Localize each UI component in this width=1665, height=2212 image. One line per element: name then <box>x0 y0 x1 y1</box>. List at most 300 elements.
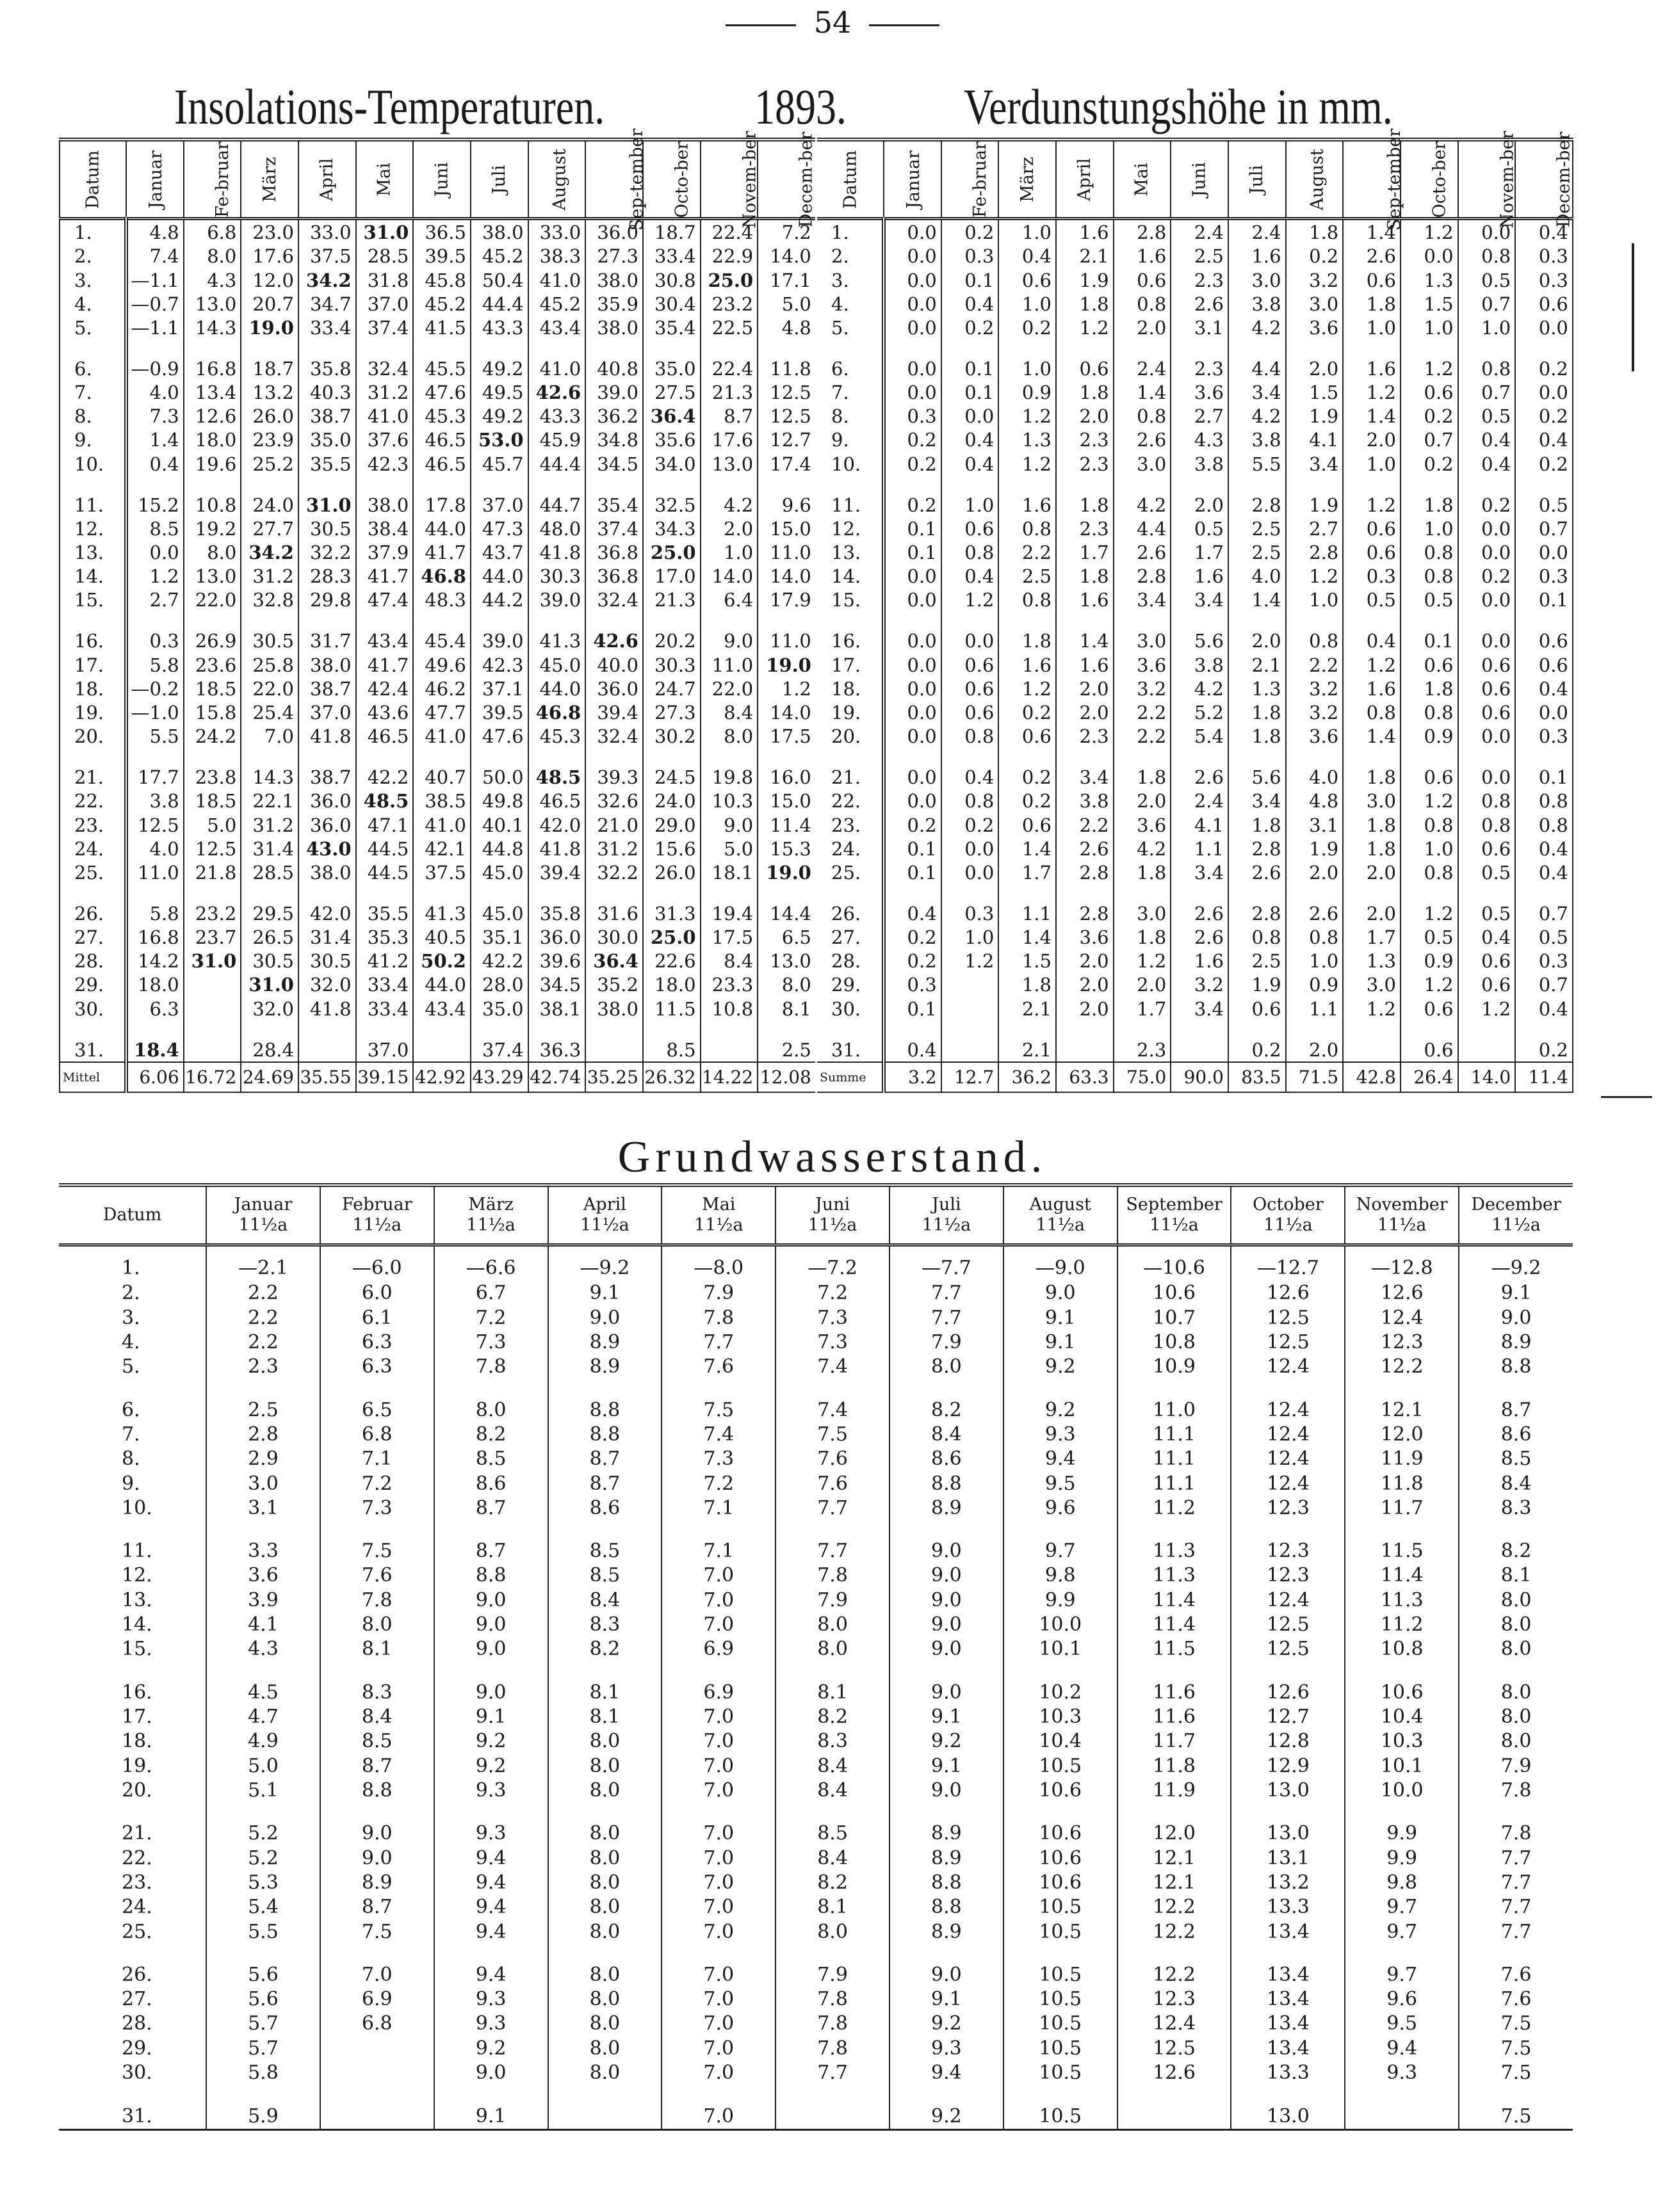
value-cell: 7.0 <box>662 1846 776 1870</box>
value-cell: 0.8 <box>1458 357 1516 380</box>
value-cell: 48.0 <box>528 517 586 540</box>
gap-cell <box>126 339 184 357</box>
value-cell: 6.5 <box>320 1398 434 1422</box>
value-cell: 0.5 <box>1515 493 1573 517</box>
value-cell: 4.1 <box>1171 813 1228 837</box>
value-cell: 32.5 <box>643 493 701 517</box>
value-cell: 7.0 <box>662 1613 776 1637</box>
value-cell: 34.5 <box>528 973 586 997</box>
gap-cell <box>1515 1021 1573 1038</box>
evaporation-row <box>817 860 1573 884</box>
value-cell: 41.0 <box>528 268 586 292</box>
value-cell: 9.1 <box>1003 1330 1117 1355</box>
value-cell: 2.2 <box>206 1330 320 1355</box>
value-cell: 1.2 <box>1343 997 1401 1021</box>
value-cell: 1.2 <box>1343 653 1401 677</box>
value-cell: 8.9 <box>889 1821 1003 1846</box>
value-cell: 2.3 <box>1171 268 1228 292</box>
value-cell <box>413 1038 471 1062</box>
value-cell: 12.5 <box>758 380 815 404</box>
date-cell: 29. <box>122 2037 152 2060</box>
value-cell: 39.0 <box>471 629 528 653</box>
value-cell: 1.0 <box>941 493 999 517</box>
value-cell: 0.2 <box>884 493 941 517</box>
gap-cell <box>320 1380 434 1398</box>
insolation-row <box>60 316 815 339</box>
value-cell: 9.1 <box>889 1705 1003 1729</box>
value-cell: 8.0 <box>548 1821 662 1846</box>
value-cell: 1.2 <box>1401 219 1458 245</box>
value-cell: 8.0 <box>548 2037 662 2061</box>
gap-cell <box>548 1662 662 1681</box>
value-cell: 24.7 <box>643 677 701 700</box>
value-cell: 7.3 <box>776 1305 889 1330</box>
value-cell: 0.0 <box>1515 540 1573 564</box>
value-cell: 13.2 <box>1231 1871 1345 1895</box>
value-cell: 44.0 <box>413 517 471 540</box>
value-cell: 1.8 <box>1343 837 1401 860</box>
gap-cell <box>998 748 1056 766</box>
value-cell: 5.6 <box>206 1987 320 2012</box>
value-cell: 4.3 <box>1171 428 1228 452</box>
value-cell: 9.2 <box>889 2012 1003 2036</box>
month-label: Juli <box>932 1195 961 1215</box>
groundwater-row <box>59 1281 1573 1305</box>
evaporation-row <box>817 268 1573 292</box>
value-cell: 36.0 <box>585 219 643 245</box>
insolation-header-cell <box>471 140 528 219</box>
gap-cell <box>1286 612 1344 629</box>
gap-cell <box>662 1803 776 1821</box>
value-cell: 8.5 <box>548 1563 662 1588</box>
groundwater-row <box>59 1987 1573 2012</box>
value-cell: 1.2 <box>941 949 999 973</box>
gap-cell <box>548 1380 662 1398</box>
value-cell: 8.1 <box>776 1680 889 1704</box>
value-cell: 0.0 <box>884 245 941 268</box>
value-cell: 1.9 <box>1286 837 1344 860</box>
gap-cell <box>1056 884 1114 901</box>
value-cell: 0.4 <box>1515 219 1573 245</box>
value-cell: 4.0 <box>126 380 184 404</box>
value-cell: 0.5 <box>1458 405 1516 428</box>
groundwater-row <box>59 1423 1573 1447</box>
gap-cell <box>662 1944 776 1963</box>
evaporation-row <box>817 789 1573 813</box>
groundwater-row <box>59 1821 1573 1846</box>
groundwater-row <box>59 1754 1573 1778</box>
gap-cell <box>206 1521 320 1539</box>
value-cell: 9.0 <box>434 1637 548 1661</box>
value-cell: 2.0 <box>1056 997 1114 1021</box>
value-cell: 8.6 <box>1459 1423 1573 1447</box>
value-cell: 3.6 <box>206 1563 320 1588</box>
gap-cell <box>1458 612 1516 629</box>
insolation-row <box>60 540 815 564</box>
value-cell: 13.2 <box>241 380 298 404</box>
value-cell: 9.7 <box>1345 1895 1459 1919</box>
date-cell: 17. <box>122 1705 152 1728</box>
value-cell: 15.0 <box>758 789 815 813</box>
groundwater-row <box>59 1330 1573 1355</box>
gap-cell <box>1003 1662 1117 1681</box>
value-cell: 8.4 <box>701 700 758 724</box>
value-cell: 39.0 <box>585 380 643 404</box>
insolation-row <box>60 860 815 884</box>
value-cell <box>184 973 241 997</box>
value-cell: 1.2 <box>998 677 1056 700</box>
value-cell: 7.8 <box>434 1355 548 1379</box>
value-cell: 0.5 <box>1458 901 1516 925</box>
value-cell: 9.9 <box>1003 1588 1117 1613</box>
value-cell: 41.7 <box>356 565 414 588</box>
gap-cell <box>413 612 471 629</box>
value-cell: 43.0 <box>298 837 356 860</box>
value-cell: 10.1 <box>1003 1637 1117 1661</box>
value-cell: 27.3 <box>585 245 643 268</box>
value-cell: 12.4 <box>1231 1447 1345 1471</box>
value-cell: 2.8 <box>1114 219 1171 245</box>
value-cell: 8.9 <box>320 1871 434 1895</box>
value-cell: 5.8 <box>126 901 184 925</box>
value-cell: 39.3 <box>585 766 643 789</box>
date-cell: 13. <box>831 542 861 564</box>
value-cell: 18.7 <box>643 219 701 245</box>
evaporation-header-label: August <box>1307 148 1328 211</box>
date-cell: 7. <box>831 382 849 404</box>
value-cell: 0.3 <box>1343 565 1401 588</box>
value-cell: 9.0 <box>1459 1305 1573 1330</box>
value-cell: 2.1 <box>998 997 1056 1021</box>
value-cell: 35.9 <box>585 292 643 316</box>
value-cell: 45.0 <box>471 901 528 925</box>
value-cell: 0.3 <box>941 901 999 925</box>
date-cell: 13. <box>122 1588 152 1611</box>
value-cell <box>184 997 241 1021</box>
date-cell: 15. <box>122 1638 152 1661</box>
value-cell: 0.8 <box>1286 925 1344 949</box>
unit-label: 11½a <box>580 1215 629 1235</box>
date-cell: 9. <box>74 429 92 451</box>
value-cell: 5.7 <box>206 2012 320 2036</box>
value-cell: 8.0 <box>1459 1613 1573 1637</box>
gap-cell <box>320 1662 434 1681</box>
value-cell: 9.4 <box>434 1963 548 1987</box>
value-cell: —10.6 <box>1117 1245 1231 1282</box>
dash-left <box>726 24 796 26</box>
gap-cell <box>817 748 884 766</box>
value-cell: 1.7 <box>1056 540 1114 564</box>
value-cell: 7.7 <box>776 1496 889 1521</box>
value-cell: —2.1 <box>206 1245 320 1282</box>
date-cell: 16. <box>74 630 104 652</box>
value-cell: 8.6 <box>889 1447 1003 1471</box>
summary-value: 42.8 <box>1343 1062 1401 1092</box>
gap-cell <box>817 1021 884 1038</box>
value-cell: 42.3 <box>471 653 528 677</box>
value-cell: 23.2 <box>184 901 241 925</box>
gap-cell <box>662 2085 776 2104</box>
value-cell: 38.7 <box>298 405 356 428</box>
date-cell: 5. <box>831 316 849 339</box>
value-cell: —9.2 <box>548 1245 662 1282</box>
value-cell: 9.4 <box>889 2061 1003 2085</box>
value-cell: 8.8 <box>889 1895 1003 1919</box>
gap-cell <box>884 1021 941 1038</box>
value-cell: 28.4 <box>241 1038 298 1062</box>
gap-cell <box>528 884 586 901</box>
value-cell: 31.4 <box>241 837 298 860</box>
gap-cell <box>1458 476 1516 493</box>
date-cell: 18. <box>122 1730 152 1753</box>
value-cell: 7.4 <box>126 245 184 268</box>
evaporation-row <box>817 629 1573 653</box>
date-cell: 28. <box>122 2012 152 2035</box>
gap-cell <box>998 612 1056 629</box>
value-cell: 11.4 <box>758 813 815 837</box>
value-cell: 4.2 <box>1114 493 1171 517</box>
groundwater-row <box>59 1919 1573 1944</box>
groundwater-row <box>59 1588 1573 1613</box>
insolation-row <box>60 997 815 1021</box>
value-cell: 10.0 <box>1345 1779 1459 1803</box>
gap-cell <box>1114 748 1171 766</box>
value-cell: 0.0 <box>884 766 941 789</box>
date-cell: 23. <box>74 814 104 836</box>
value-cell: 4.0 <box>126 837 184 860</box>
value-cell: 0.4 <box>1515 837 1573 860</box>
row-gap <box>817 884 1573 901</box>
value-cell: 9.6 <box>758 493 815 517</box>
value-cell: 2.0 <box>1171 493 1228 517</box>
value-cell: 13.0 <box>758 949 815 973</box>
value-cell: 1.2 <box>1343 380 1401 404</box>
value-cell: 8.0 <box>1459 1588 1573 1613</box>
value-cell: 0.1 <box>1515 766 1573 789</box>
evaporation-header-label: Januar <box>903 150 923 209</box>
value-cell: 12.2 <box>1117 1895 1231 1919</box>
gap-cell <box>434 1944 548 1963</box>
value-cell: 9.3 <box>1003 1423 1117 1447</box>
value-cell: 2.5 <box>998 565 1056 588</box>
date-cell: 21. <box>122 1822 152 1845</box>
gap-cell <box>1515 476 1573 493</box>
groundwater-header-cell <box>1231 1185 1345 1245</box>
groundwater-row <box>59 1563 1573 1588</box>
value-cell: 0.4 <box>998 245 1056 268</box>
evaporation-row <box>817 428 1573 452</box>
value-cell: 3.1 <box>1171 316 1228 339</box>
insolation-header <box>60 128 816 230</box>
evaporation-header-cell <box>1286 140 1344 219</box>
gap-cell <box>298 339 356 357</box>
summary-value: 43.29 <box>471 1062 528 1092</box>
gap-cell <box>471 748 528 766</box>
gap-cell <box>941 476 999 493</box>
value-cell: 10.5 <box>1003 2104 1117 2129</box>
value-cell: 21.3 <box>643 588 701 612</box>
value-cell: 0.4 <box>941 766 999 789</box>
gap-cell <box>941 339 999 357</box>
value-cell: 5.3 <box>206 1871 320 1895</box>
value-cell: 12.5 <box>184 837 241 860</box>
value-cell: 10.3 <box>1003 1705 1117 1729</box>
value-cell: 8.6 <box>434 1471 548 1496</box>
value-cell: 18.0 <box>184 428 241 452</box>
value-cell: 3.3 <box>206 1539 320 1563</box>
month-label: Februar <box>341 1195 412 1215</box>
value-cell: 2.6 <box>1171 292 1228 316</box>
gap-cell <box>1114 339 1171 357</box>
value-cell: 9.3 <box>434 1779 548 1803</box>
value-cell: 37.9 <box>356 540 414 564</box>
value-cell: 1.2 <box>1401 973 1458 997</box>
value-cell: 0.4 <box>1515 677 1573 700</box>
value-cell: 12.7 <box>758 428 815 452</box>
value-cell: 9.7 <box>1003 1539 1117 1563</box>
value-cell: 7.0 <box>662 1588 776 1613</box>
gap-cell <box>59 1380 206 1398</box>
value-cell: 7.9 <box>776 1963 889 1987</box>
value-cell: 7.2 <box>758 219 815 245</box>
insolation-header-cell <box>126 140 184 219</box>
value-cell: 4.8 <box>126 219 184 245</box>
gap-cell <box>434 2085 548 2104</box>
value-cell: 13.4 <box>1231 2037 1345 2061</box>
value-cell: 40.5 <box>413 925 471 949</box>
value-cell: 5.2 <box>206 1821 320 1846</box>
value-cell: 38.3 <box>528 245 586 268</box>
month-label: April <box>583 1195 626 1215</box>
date-cell: 25. <box>74 861 104 884</box>
value-cell: 8.7 <box>320 1754 434 1778</box>
evaporation-header-label: Sep-tember <box>1385 128 1405 230</box>
value-cell: 37.4 <box>585 517 643 540</box>
gap-cell <box>1114 476 1171 493</box>
groundwater-header-row <box>59 1185 1573 1245</box>
gap-cell <box>1117 1944 1231 1963</box>
value-cell: 9.7 <box>1345 1919 1459 1944</box>
value-cell: 1.2 <box>1343 493 1401 517</box>
value-cell: 18.5 <box>184 789 241 813</box>
value-cell: 12.2 <box>1117 1963 1231 1987</box>
gap-cell <box>126 612 184 629</box>
value-cell: —9.2 <box>1459 1245 1573 1282</box>
date-cell: 12. <box>74 517 104 540</box>
gap-cell <box>776 2085 889 2104</box>
value-cell: 35.0 <box>471 997 528 1021</box>
evaporation-row <box>817 700 1573 724</box>
value-cell: 6.3 <box>126 997 184 1021</box>
value-cell: 23.2 <box>701 292 758 316</box>
value-cell: 44.4 <box>528 452 586 476</box>
date-cell: 19. <box>74 701 104 723</box>
value-cell: 0.0 <box>1458 219 1516 245</box>
gap-cell <box>298 612 356 629</box>
value-cell: 4.8 <box>1286 789 1344 813</box>
value-cell: 27.3 <box>643 700 701 724</box>
value-cell: 19.2 <box>184 517 241 540</box>
value-cell: 12.5 <box>1231 1305 1345 1330</box>
value-cell: 29.5 <box>241 901 298 925</box>
value-cell: 10.5 <box>1003 2061 1117 2085</box>
value-cell: 21.8 <box>184 860 241 884</box>
gap-cell <box>206 1944 320 1963</box>
value-cell: 11.6 <box>1117 1705 1231 1729</box>
summary-value: 3.2 <box>884 1062 941 1092</box>
value-cell: 7.6 <box>662 1355 776 1379</box>
gap-cell <box>1228 612 1286 629</box>
groundwater-header-cell <box>1345 1185 1459 1245</box>
value-cell: 0.3 <box>884 973 941 997</box>
gap-cell <box>59 1944 206 1963</box>
value-cell: 0.8 <box>1515 813 1573 837</box>
value-cell: 2.6 <box>1171 766 1228 789</box>
value-cell: 39.6 <box>528 949 586 973</box>
evaporation-header-label: März <box>1017 156 1037 202</box>
value-cell: 12.6 <box>1231 1281 1345 1305</box>
evaporation-row <box>817 380 1573 404</box>
value-cell: 42.2 <box>356 766 414 789</box>
gap-cell <box>1286 476 1344 493</box>
gap-cell <box>548 1521 662 1539</box>
value-cell: 0.9 <box>1286 973 1344 997</box>
value-cell: 2.9 <box>206 1447 320 1471</box>
value-cell: 1.8 <box>1343 292 1401 316</box>
value-cell: 25.0 <box>643 925 701 949</box>
value-cell: 8.9 <box>548 1330 662 1355</box>
gap-cell <box>1515 884 1573 901</box>
value-cell: 7.0 <box>662 1919 776 1944</box>
value-cell: 0.6 <box>998 268 1056 292</box>
value-cell: 40.1 <box>471 813 528 837</box>
gap-cell <box>1401 476 1458 493</box>
value-cell: 2.2 <box>998 540 1056 564</box>
insolation-row <box>60 380 815 404</box>
value-cell: 0.8 <box>1401 565 1458 588</box>
value-cell: 9.0 <box>889 1563 1003 1588</box>
value-cell: 4.0 <box>1286 766 1344 789</box>
gap-cell <box>241 339 298 357</box>
value-cell: 0.2 <box>998 700 1056 724</box>
value-cell: 10.4 <box>1345 1705 1459 1729</box>
value-cell: 2.3 <box>206 1355 320 1379</box>
value-cell: —7.7 <box>889 1245 1003 1282</box>
value-cell: 9.4 <box>434 1895 548 1919</box>
value-cell: 39.4 <box>585 700 643 724</box>
value-cell: 0.8 <box>1458 813 1516 837</box>
value-cell: 9.3 <box>434 2012 548 2036</box>
value-cell: 5.0 <box>206 1754 320 1778</box>
value-cell: 34.2 <box>298 268 356 292</box>
value-cell: 13.0 <box>1231 1821 1345 1846</box>
value-cell: 1.1 <box>998 901 1056 925</box>
date-cell: 26. <box>74 902 104 924</box>
gap-cell <box>1117 1380 1231 1398</box>
gap-cell <box>889 1803 1003 1821</box>
gap-cell <box>1114 884 1171 901</box>
date-cell: 14. <box>122 1613 152 1636</box>
value-cell: 3.8 <box>1171 452 1228 476</box>
value-cell: 1.6 <box>1343 357 1401 380</box>
value-cell: 7.6 <box>1459 1963 1573 1987</box>
unit-label: 11½a <box>1149 1215 1199 1235</box>
value-cell: 11.8 <box>758 357 815 380</box>
value-cell: 45.9 <box>528 428 586 452</box>
value-cell: 7.7 <box>776 1539 889 1563</box>
value-cell: 44.2 <box>471 588 528 612</box>
value-cell: 12.3 <box>1231 1539 1345 1563</box>
